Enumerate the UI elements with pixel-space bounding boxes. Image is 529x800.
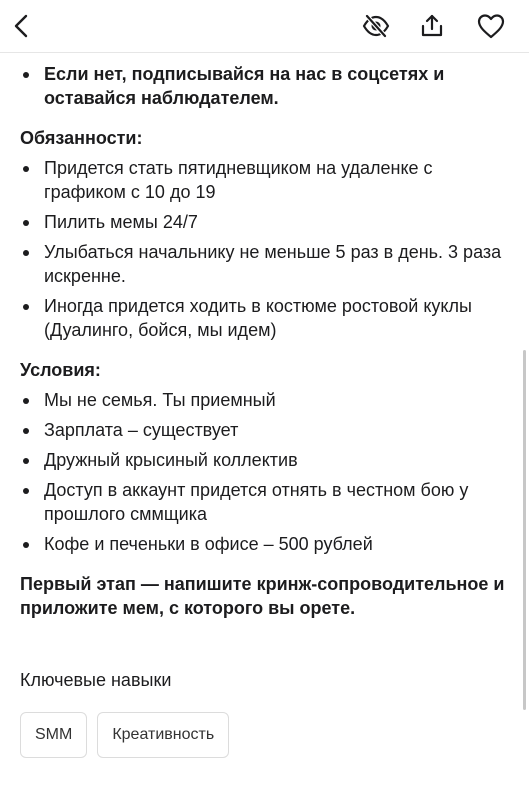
favorite-button[interactable] bbox=[475, 10, 507, 42]
list-item: Зарплата – существует bbox=[20, 418, 510, 442]
share-button[interactable] bbox=[416, 10, 448, 42]
chevron-left-icon bbox=[9, 13, 35, 39]
heart-icon bbox=[476, 12, 506, 40]
scrollbar[interactable] bbox=[523, 350, 526, 710]
list-item: Улыбаться начальнику не меньше 5 раз в день. 3 раза искренне. bbox=[20, 240, 510, 288]
share-icon bbox=[419, 13, 445, 39]
back-button[interactable] bbox=[6, 10, 38, 42]
list-item: Придется стать пятидневщиком на удаленке с графиком с 10 до 19 bbox=[20, 156, 510, 204]
list-item: Пилить мемы 24/7 bbox=[20, 210, 510, 234]
conditions-title: Условия: bbox=[20, 360, 101, 380]
list-item: Иногда придется ходить в костюме ростовой куклы (Дуалинго, бойся, мы идем) bbox=[20, 294, 510, 342]
duties-title: Обязанности: bbox=[20, 128, 143, 148]
eye-slash-icon bbox=[362, 12, 390, 40]
conditions-list bbox=[20, 388, 510, 556]
vacancy-description bbox=[20, 62, 510, 758]
skill-chip-creativity[interactable]: Креативность bbox=[97, 712, 229, 758]
intro-list bbox=[20, 62, 510, 110]
list-item: Дружный крысиный коллектив bbox=[20, 448, 510, 472]
key-skills-title: Ключевые навыки bbox=[20, 670, 172, 690]
list-item: Если нет, подписывайся на нас в соцсетях и оставайся наблюдателем. bbox=[20, 62, 510, 110]
first-stage-text: Первый этап — напишите кринж-сопроводительное и приложите мем, с которого вы орете. bbox=[20, 574, 505, 618]
hide-vacancy-button[interactable] bbox=[360, 10, 392, 42]
list-item: Доступ в аккаунт придется отнять в честном бою у прошлого сммщика bbox=[20, 478, 510, 526]
list-item: Мы не семья. Ты приемный bbox=[20, 388, 510, 412]
duties-list bbox=[20, 156, 510, 342]
top-bar bbox=[0, 0, 529, 53]
skill-chip-smm[interactable]: SMM bbox=[20, 712, 87, 758]
list-item: Кофе и печеньки в офисе – 500 рублей bbox=[20, 532, 510, 556]
skills-chips bbox=[20, 712, 510, 758]
